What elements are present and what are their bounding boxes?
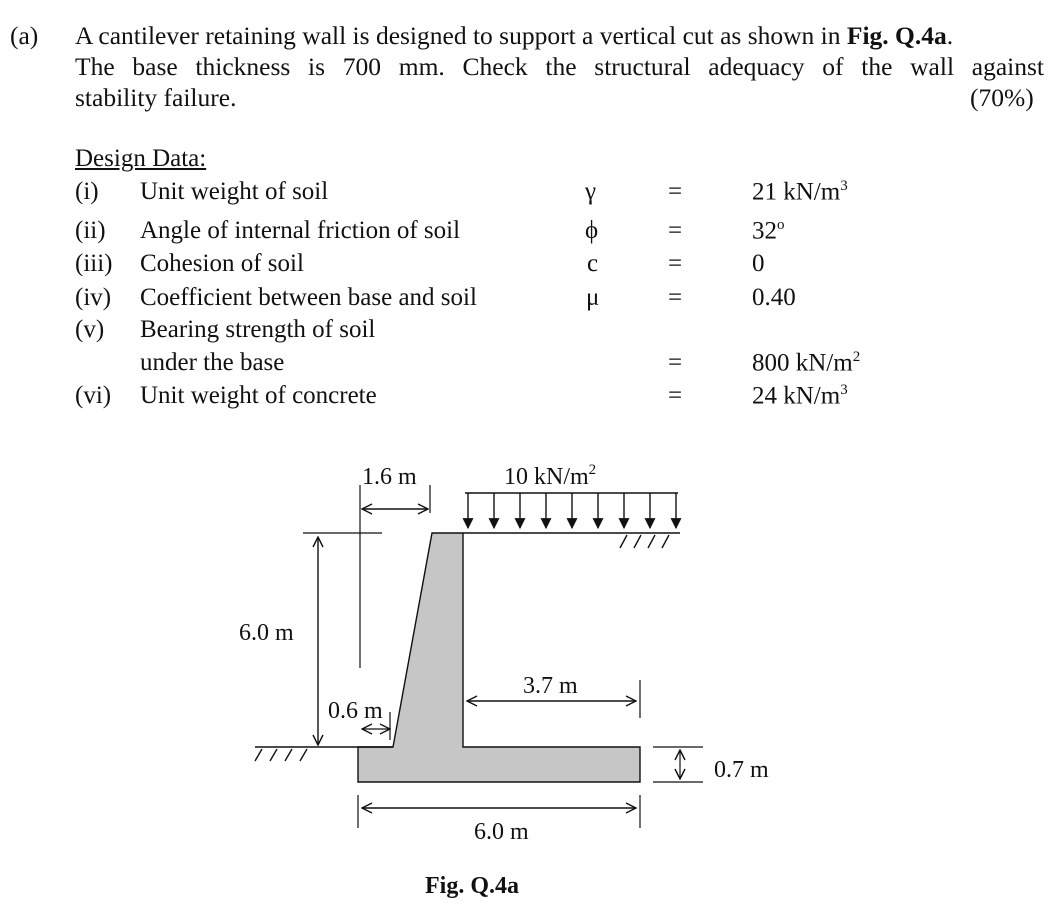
question-line-1-text: A cantilever retaining wall is designed to support a vertical cut as shown in [75, 21, 847, 50]
surcharge-load [465, 493, 678, 528]
item-number: (ii) [75, 217, 106, 244]
item-value: 0 [752, 250, 765, 277]
item-symbol: γ [585, 178, 597, 205]
design-data-heading: Design Data: [75, 145, 207, 172]
item-symbol: μ [586, 284, 600, 311]
question-line-1-end: . [946, 21, 954, 50]
retaining-wall-section [358, 533, 640, 782]
item-value-text: 32 [752, 217, 777, 245]
item-value-sup: 3 [840, 382, 848, 398]
surcharge-label-text: 10 kN/m [504, 464, 589, 490]
surcharge-label-sup: 2 [588, 462, 597, 478]
item-equals: = [668, 217, 683, 244]
surcharge-label [504, 462, 596, 490]
item-value-text: 800 kN/m [752, 349, 853, 377]
question-label: (a) [10, 21, 39, 50]
item-label: Coefficient between base and soil [140, 284, 477, 311]
item-label: Unit weight of soil [140, 178, 329, 205]
dimension-thickness-label: 0.7 m [714, 757, 769, 783]
figure-caption: Fig. Q.4a [425, 873, 519, 899]
item-number: (iii) [75, 250, 113, 277]
item-label: Angle of internal friction of soil [140, 217, 461, 244]
item-equals: = [668, 178, 683, 205]
ground-hatch-left [255, 749, 307, 761]
dimension-toe-label: 0.6 m [328, 698, 383, 724]
dimension-height-label: 6.0 m [239, 620, 294, 646]
dimension-base-label: 6.0 m [474, 819, 529, 845]
item-number: (i) [75, 178, 99, 205]
item-value-text: 21 kN/m [752, 178, 841, 206]
item-number: (vi) [75, 382, 112, 409]
item-value-sup: o [777, 217, 785, 233]
figure-reference: Fig. Q.4a [846, 21, 947, 50]
item-equals: = [668, 284, 683, 311]
item-value: 0.40 [752, 284, 796, 311]
dimension-top-label: 1.6 m [362, 464, 417, 490]
dimension-heel-label: 3.7 m [523, 673, 578, 699]
item-equals: = [668, 382, 683, 409]
item-equals: = [668, 349, 683, 376]
item-number: (v) [75, 316, 105, 343]
item-label-continued: under the base [140, 349, 285, 376]
item-label: Bearing strength of soil [140, 316, 376, 343]
item-value-text: 24 kN/m [752, 382, 841, 410]
question-marks: (70%) [970, 83, 1034, 112]
item-value-sup: 2 [852, 349, 861, 365]
item-value-sup: 3 [840, 178, 848, 194]
item-number: (iv) [75, 284, 112, 311]
item-symbol: ϕ [585, 217, 599, 244]
question-line-3: stability failure. [75, 83, 237, 112]
ground-hatch-right [620, 535, 669, 548]
item-label: Unit weight of concrete [140, 382, 377, 409]
item-symbol: c [587, 250, 599, 277]
question-line-2: The base thickness is 700 mm. Check the structural adequacy of the wall against [75, 52, 1044, 81]
item-label: Cohesion of soil [140, 250, 304, 277]
item-equals: = [668, 250, 683, 277]
